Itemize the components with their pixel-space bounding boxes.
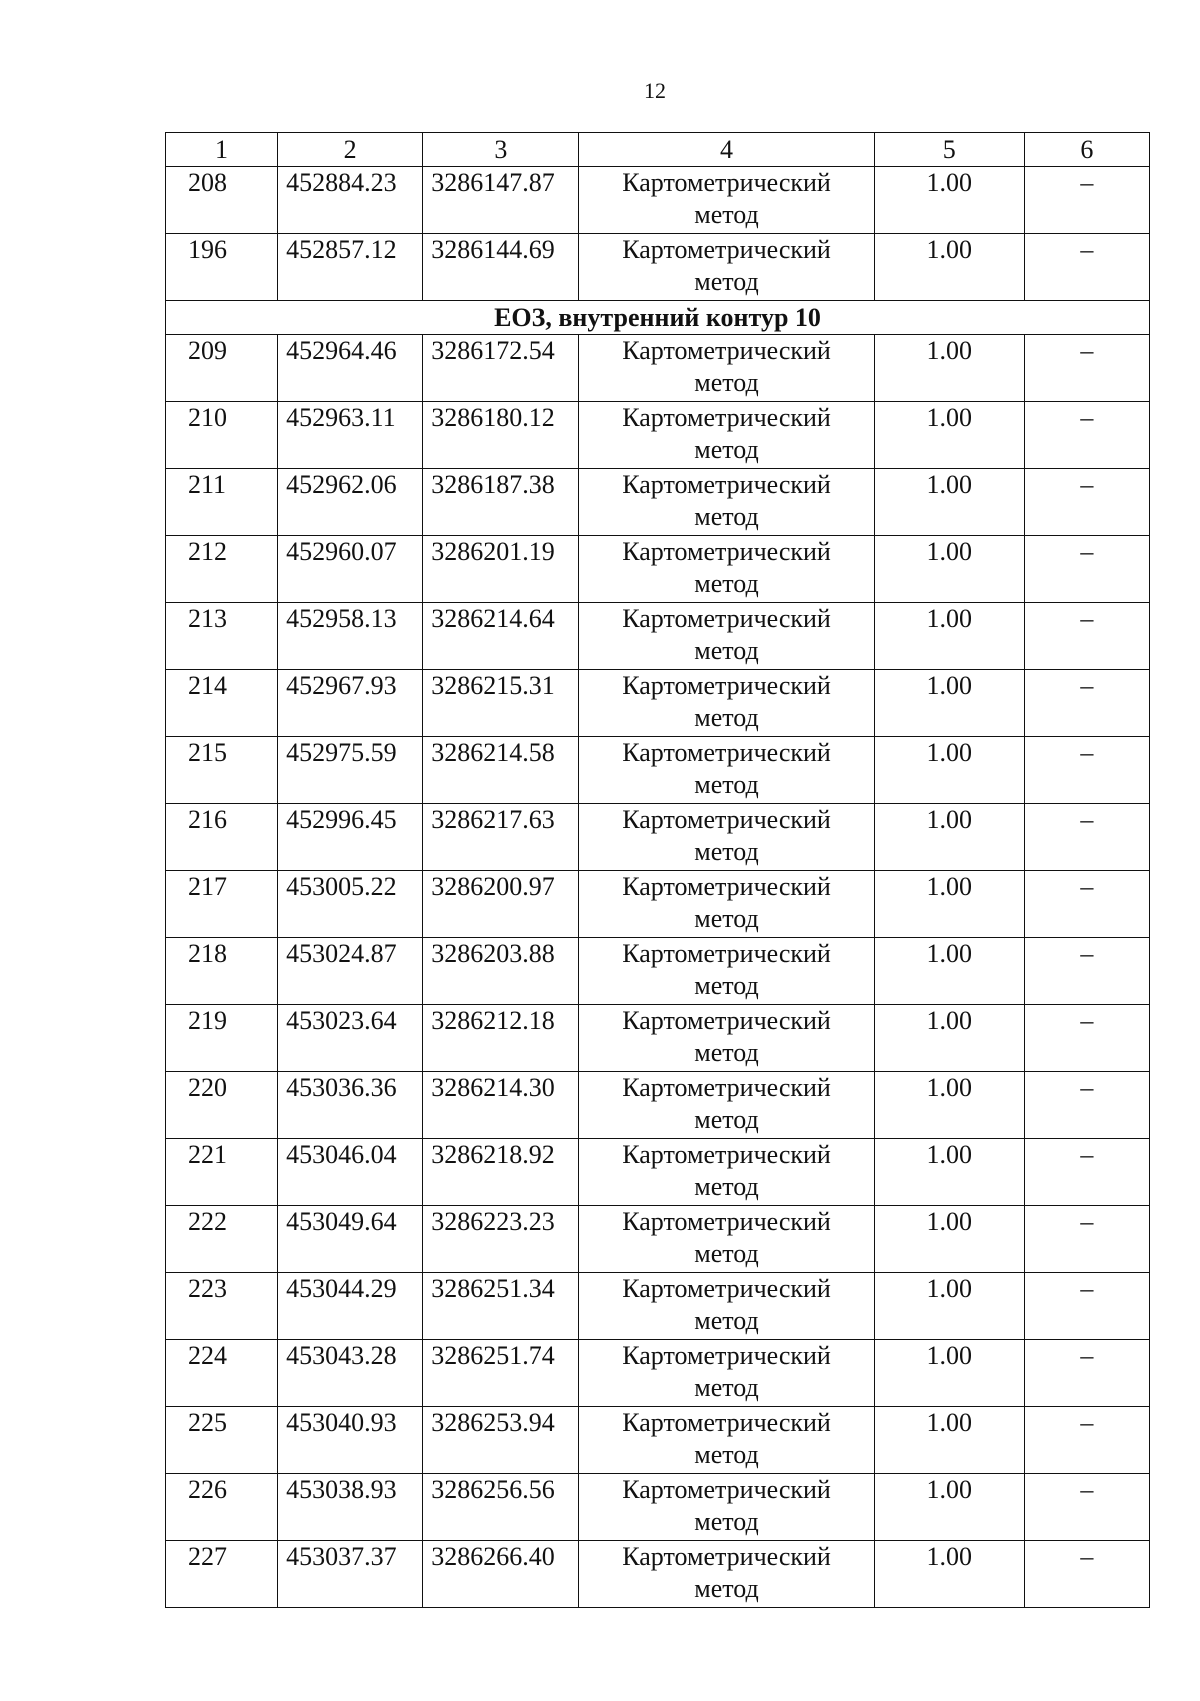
coord-x: 452975.59 <box>278 737 423 804</box>
table-row <box>166 234 1150 301</box>
table-row <box>166 1273 1150 1340</box>
method-cell <box>579 1206 874 1273</box>
coord-y: 3286214.64 <box>423 603 579 670</box>
coord-y: 3286253.94 <box>423 1407 579 1474</box>
column-header: 6 <box>1024 133 1149 167</box>
method-line-1: Картометрический <box>622 1341 831 1370</box>
method-line-2: метод <box>694 904 759 933</box>
column-header: 2 <box>278 133 423 167</box>
coord-y: 3286212.18 <box>423 1005 579 1072</box>
precision: 1.00 <box>874 402 1024 469</box>
table-row <box>166 536 1150 603</box>
coord-x: 452996.45 <box>278 804 423 871</box>
point-number: 216 <box>166 804 278 871</box>
precision: 1.00 <box>874 1206 1024 1273</box>
column-6-value: – <box>1024 1340 1149 1407</box>
method-line-1: Картометрический <box>622 604 831 633</box>
method-line-1: Картометрический <box>622 1207 831 1236</box>
point-number: 222 <box>166 1206 278 1273</box>
precision: 1.00 <box>874 737 1024 804</box>
method-line-1: Картометрический <box>622 470 831 499</box>
coord-y: 3286200.97 <box>423 871 579 938</box>
method-cell <box>579 1474 874 1541</box>
table-row <box>166 1541 1150 1608</box>
table-row <box>166 1072 1150 1139</box>
method-line-2: метод <box>694 435 759 464</box>
point-number: 220 <box>166 1072 278 1139</box>
method-line-1: Картометрический <box>622 805 831 834</box>
method-line-2: метод <box>694 1105 759 1134</box>
coord-x: 453043.28 <box>278 1340 423 1407</box>
precision: 1.00 <box>874 536 1024 603</box>
coord-y: 3286251.74 <box>423 1340 579 1407</box>
table-row <box>166 603 1150 670</box>
coord-x: 452967.93 <box>278 670 423 737</box>
method-line-2: метод <box>694 837 759 866</box>
precision: 1.00 <box>874 938 1024 1005</box>
column-6-value: – <box>1024 1273 1149 1340</box>
coord-x: 452958.13 <box>278 603 423 670</box>
method-cell <box>579 670 874 737</box>
coord-y: 3286214.30 <box>423 1072 579 1139</box>
precision: 1.00 <box>874 1474 1024 1541</box>
table-row <box>166 1005 1150 1072</box>
column-6-value: – <box>1024 938 1149 1005</box>
column-6-value: – <box>1024 1005 1149 1072</box>
coord-x: 453049.64 <box>278 1206 423 1273</box>
coord-y: 3286201.19 <box>423 536 579 603</box>
precision: 1.00 <box>874 335 1024 402</box>
coord-x: 453038.93 <box>278 1474 423 1541</box>
coord-y: 3286215.31 <box>423 670 579 737</box>
method-line-2: метод <box>694 703 759 732</box>
method-line-1: Картометрический <box>622 403 831 432</box>
coord-y: 3286144.69 <box>423 234 579 301</box>
method-cell <box>579 234 874 301</box>
method-cell <box>579 1407 874 1474</box>
column-6-value: – <box>1024 1206 1149 1273</box>
method-line-2: метод <box>694 1574 759 1603</box>
precision: 1.00 <box>874 1139 1024 1206</box>
method-cell <box>579 1139 874 1206</box>
precision: 1.00 <box>874 234 1024 301</box>
coord-y: 3286251.34 <box>423 1273 579 1340</box>
method-line-1: Картометрический <box>622 235 831 264</box>
method-cell <box>579 1072 874 1139</box>
point-number: 221 <box>166 1139 278 1206</box>
column-6-value: – <box>1024 670 1149 737</box>
point-number: 196 <box>166 234 278 301</box>
method-cell <box>579 335 874 402</box>
method-line-2: метод <box>694 267 759 296</box>
table-row <box>166 335 1150 402</box>
coord-y: 3286203.88 <box>423 938 579 1005</box>
method-cell <box>579 603 874 670</box>
table-row <box>166 402 1150 469</box>
method-cell <box>579 1340 874 1407</box>
point-number: 208 <box>166 167 278 234</box>
method-line-1: Картометрический <box>622 1006 831 1035</box>
coord-x: 453036.36 <box>278 1072 423 1139</box>
column-6-value: – <box>1024 737 1149 804</box>
coord-x: 452960.07 <box>278 536 423 603</box>
column-6-value: – <box>1024 603 1149 670</box>
method-line-1: Картометрический <box>622 1140 831 1169</box>
method-line-1: Картометрический <box>622 1073 831 1102</box>
column-6-value: – <box>1024 1474 1149 1541</box>
column-6-value: – <box>1024 1072 1149 1139</box>
method-line-1: Картометрический <box>622 939 831 968</box>
method-cell <box>579 1005 874 1072</box>
column-6-value: – <box>1024 804 1149 871</box>
point-number: 214 <box>166 670 278 737</box>
precision: 1.00 <box>874 1273 1024 1340</box>
method-cell <box>579 871 874 938</box>
column-6-value: – <box>1024 1407 1149 1474</box>
table-row <box>166 167 1150 234</box>
column-6-value: – <box>1024 1139 1149 1206</box>
coord-x: 452962.06 <box>278 469 423 536</box>
table-row <box>166 1407 1150 1474</box>
point-number: 217 <box>166 871 278 938</box>
point-number: 212 <box>166 536 278 603</box>
point-number: 226 <box>166 1474 278 1541</box>
method-cell <box>579 737 874 804</box>
coord-x: 452884.23 <box>278 167 423 234</box>
coord-y: 3286256.56 <box>423 1474 579 1541</box>
point-number: 215 <box>166 737 278 804</box>
table-row <box>166 670 1150 737</box>
point-number: 209 <box>166 335 278 402</box>
precision: 1.00 <box>874 469 1024 536</box>
precision: 1.00 <box>874 1340 1024 1407</box>
table-row <box>166 1139 1150 1206</box>
method-line-1: Картометрический <box>622 1408 831 1437</box>
table-row <box>166 871 1150 938</box>
point-number: 219 <box>166 1005 278 1072</box>
table-row <box>166 1474 1150 1541</box>
method-line-1: Картометрический <box>622 1542 831 1571</box>
column-header: 1 <box>166 133 278 167</box>
column-header: 4 <box>579 133 874 167</box>
method-cell <box>579 536 874 603</box>
table-row <box>166 804 1150 871</box>
column-6-value: – <box>1024 469 1149 536</box>
method-line-2: метод <box>694 971 759 1000</box>
coord-x: 453046.04 <box>278 1139 423 1206</box>
precision: 1.00 <box>874 1407 1024 1474</box>
coord-x: 452963.11 <box>278 402 423 469</box>
method-line-2: метод <box>694 1306 759 1335</box>
coordinates-table <box>165 132 1150 1608</box>
column-6-value: – <box>1024 234 1149 301</box>
table-row <box>166 1340 1150 1407</box>
coord-x: 453024.87 <box>278 938 423 1005</box>
coord-y: 3286218.92 <box>423 1139 579 1206</box>
method-line-2: метод <box>694 1507 759 1536</box>
method-line-2: метод <box>694 1038 759 1067</box>
coord-x: 453023.64 <box>278 1005 423 1072</box>
point-number: 213 <box>166 603 278 670</box>
point-number: 224 <box>166 1340 278 1407</box>
method-line-2: метод <box>694 368 759 397</box>
method-line-2: метод <box>694 1373 759 1402</box>
table-row <box>166 1206 1150 1273</box>
column-6-value: – <box>1024 536 1149 603</box>
coord-y: 3286180.12 <box>423 402 579 469</box>
point-number: 210 <box>166 402 278 469</box>
method-line-2: метод <box>694 502 759 531</box>
column-6-value: – <box>1024 402 1149 469</box>
method-line-1: Картометрический <box>622 537 831 566</box>
method-line-2: метод <box>694 770 759 799</box>
method-line-1: Картометрический <box>622 671 831 700</box>
table-row <box>166 737 1150 804</box>
coord-y: 3286147.87 <box>423 167 579 234</box>
table-row <box>166 469 1150 536</box>
method-cell <box>579 1541 874 1608</box>
precision: 1.00 <box>874 804 1024 871</box>
section-title: ЕОЗ, внутренний контур 10 <box>166 301 1150 335</box>
section-row <box>166 301 1150 335</box>
method-line-1: Картометрический <box>622 1475 831 1504</box>
coord-x: 452857.12 <box>278 234 423 301</box>
column-6-value: – <box>1024 871 1149 938</box>
method-line-2: метод <box>694 636 759 665</box>
method-line-2: метод <box>694 1172 759 1201</box>
method-line-2: метод <box>694 569 759 598</box>
point-number: 227 <box>166 1541 278 1608</box>
precision: 1.00 <box>874 603 1024 670</box>
method-cell <box>579 1273 874 1340</box>
precision: 1.00 <box>874 871 1024 938</box>
column-6-value: – <box>1024 335 1149 402</box>
coord-y: 3286172.54 <box>423 335 579 402</box>
method-line-1: Картометрический <box>622 1274 831 1303</box>
coord-x: 453044.29 <box>278 1273 423 1340</box>
coord-y: 3286214.58 <box>423 737 579 804</box>
point-number: 223 <box>166 1273 278 1340</box>
coord-y: 3286266.40 <box>423 1541 579 1608</box>
coord-x: 453037.37 <box>278 1541 423 1608</box>
coord-x: 453005.22 <box>278 871 423 938</box>
table-header-row <box>166 133 1150 167</box>
precision: 1.00 <box>874 167 1024 234</box>
point-number: 211 <box>166 469 278 536</box>
precision: 1.00 <box>874 1072 1024 1139</box>
precision: 1.00 <box>874 1005 1024 1072</box>
point-number: 218 <box>166 938 278 1005</box>
point-number: 225 <box>166 1407 278 1474</box>
page-number: 12 <box>644 78 666 103</box>
method-cell <box>579 402 874 469</box>
coord-y: 3286223.23 <box>423 1206 579 1273</box>
method-cell <box>579 469 874 536</box>
method-line-2: метод <box>694 200 759 229</box>
method-line-1: Картометрический <box>622 168 831 197</box>
method-line-1: Картометрический <box>622 738 831 767</box>
precision: 1.00 <box>874 1541 1024 1608</box>
coord-y: 3286217.63 <box>423 804 579 871</box>
method-line-2: метод <box>694 1440 759 1469</box>
method-line-2: метод <box>694 1239 759 1268</box>
table-row <box>166 938 1150 1005</box>
coord-y: 3286187.38 <box>423 469 579 536</box>
method-cell <box>579 938 874 1005</box>
method-line-1: Картометрический <box>622 336 831 365</box>
column-6-value: – <box>1024 1541 1149 1608</box>
coord-x: 453040.93 <box>278 1407 423 1474</box>
precision: 1.00 <box>874 670 1024 737</box>
method-cell <box>579 804 874 871</box>
column-header: 3 <box>423 133 579 167</box>
column-6-value: – <box>1024 167 1149 234</box>
method-cell <box>579 167 874 234</box>
coord-x: 452964.46 <box>278 335 423 402</box>
method-line-1: Картометрический <box>622 872 831 901</box>
column-header: 5 <box>874 133 1024 167</box>
